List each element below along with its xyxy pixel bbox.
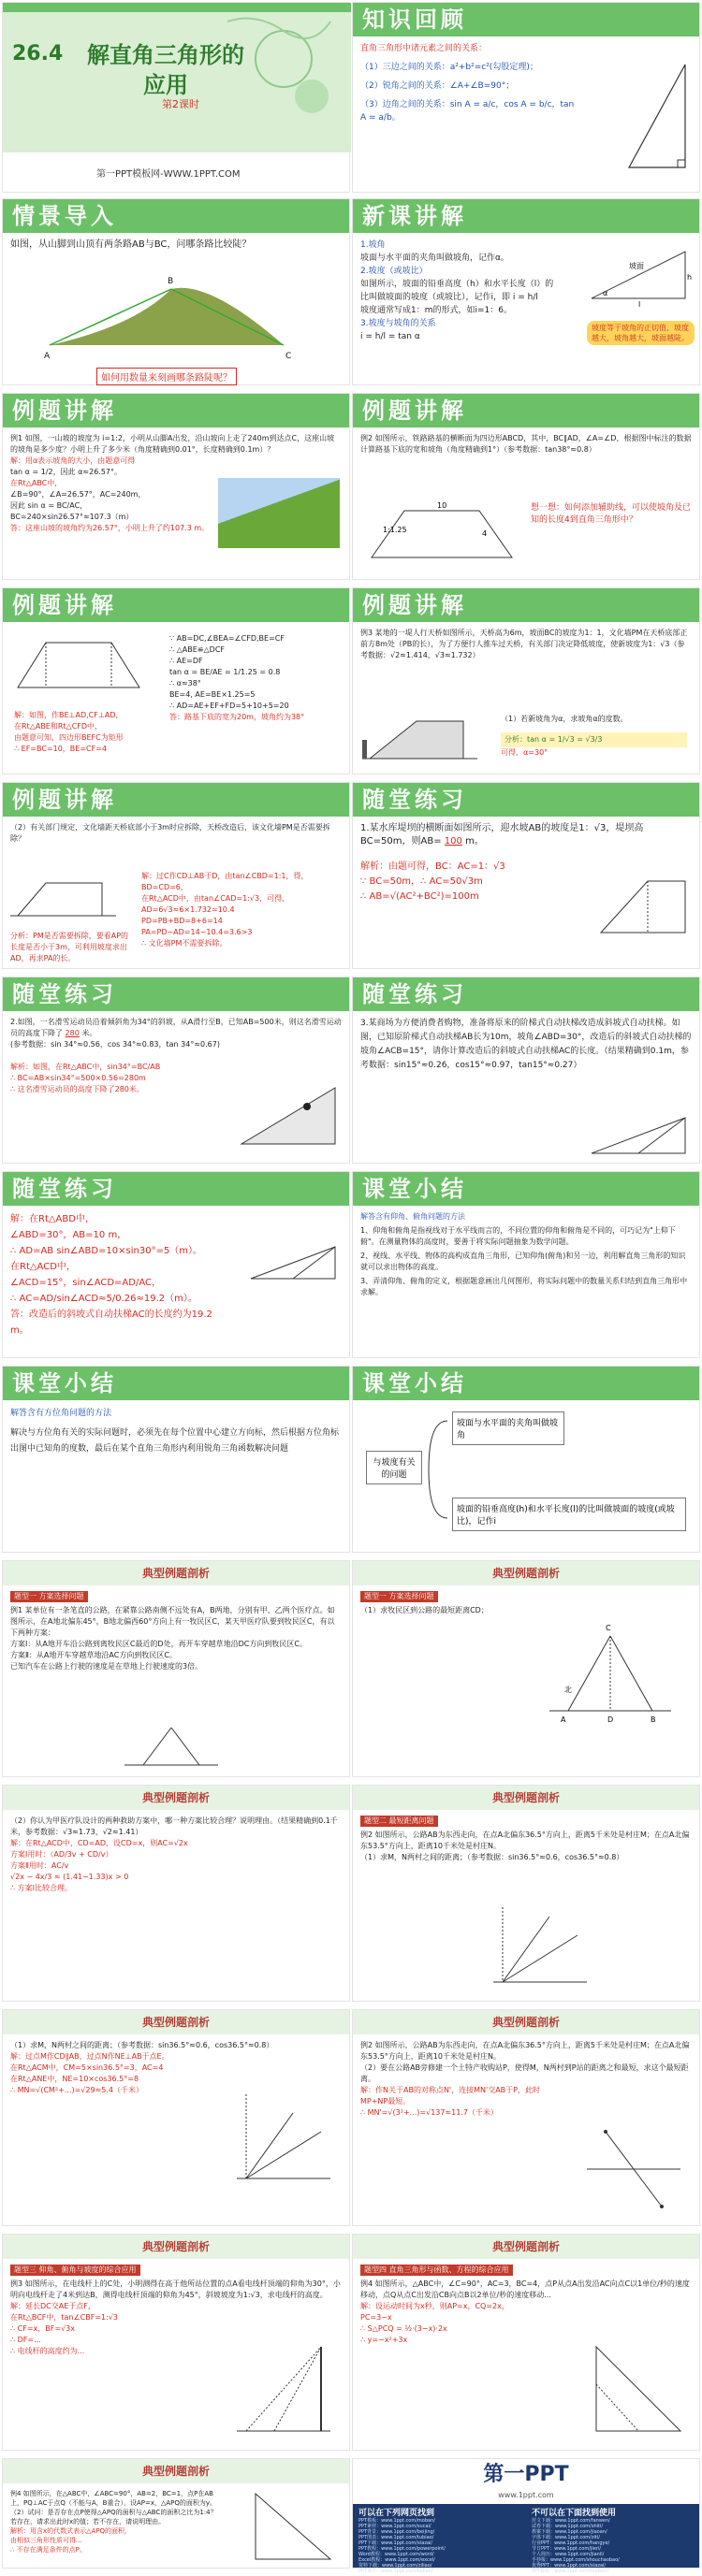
summary-point-2: 2、视线、水平线、物体的高构成直角三角形，已知仰角(俯角)和另一边，利用解直角三角形的知识就可以求出物体的高度。 [360,1252,686,1271]
ad-link[interactable]: PPT模板：www.1ppt.com/moban/ [532,2569,608,2574]
bridge-figure [360,702,482,768]
sol-line-4: ∴ EF=BC=10，BE=CF=4 [14,745,108,753]
example-question: （1）求牧民区到公路的最短距离CD； [360,1606,489,1614]
mindmap-center: 与坡度有关的问题 [366,1451,422,1484]
answer: 答：路基下底的宽为20m，坡角约为38° [169,713,305,721]
slide-typical-7 [2,2234,350,2451]
sol-line-1: 解析：用含x的代数式表示△APQ的面积， [10,2527,132,2535]
ad-heading-1: 可以在下列网页找到 [358,2509,435,2518]
slide-header: 新课讲解 [353,199,699,233]
scenario-hint: 如何用数量来刻画哪条路陡呢？ [96,368,237,385]
ad-link[interactable]: PPT课件：www.1ppt.com/kejian/ [358,2569,433,2574]
ad-link[interactable]: PPT素材：www.1ppt.com/sucai/ [358,2524,431,2529]
sol-line-2: ∴ MN'=√(3²+...)=√137≈11.7（千米） [360,2108,498,2117]
ad-link[interactable]: 教案下载：www.1ppt.com/jiaoan/ [532,2529,607,2535]
sol-line-2: PC=3−x [360,2313,392,2322]
concept-2: 2.坡度（或坡比） [360,267,428,276]
label-c: C [285,352,292,361]
example-question: 例4 如图所示，在△ABC中，∠ABC=90°，AB=2，BC=1，点P在AB上，PQ⊥AC于点Q（不能与A，B重合），设AP=x，△APQ的面积为y。 [10,2490,217,2507]
reason-6: BE=4, AE=BE×1.25=5 [169,690,256,699]
ad-link[interactable]: 行业PPT：www.1ppt.com/hangye/ [532,2540,610,2546]
slide-example-1 [2,393,350,580]
slide-summary-3 [352,1366,700,1553]
sol-line-5: ∴ 电线杆的高度约为... [10,2347,85,2355]
sol-line-1: 解：延长DC交AE于点F， [10,2302,95,2310]
sol-line-1: 解：用α表示坡角的大小，由题意可得 [10,456,136,465]
concept-2-def: 如图所示，坡面的铅垂高度（h）和水平长度（l）的比叫做坡面的坡度（或坡比），记作i，即 i = h/l [360,280,554,302]
ad-link[interactable]: 优秀PPT：www.1ppt.com/xiazai/ [532,2563,607,2569]
sol-line-4: PA=PD−AD=14−10.4=3.6>3 [141,928,253,936]
lesson-number: 26.4 [12,42,64,65]
village-figure [484,1898,596,1991]
sol-line-6: ∴ AC=AD/sin∠ACD≈5/0.26≈19.2（m）。 [10,1294,197,1304]
banner-header: 典型例题剖析 [3,2010,349,2034]
example-question: 例1 某单位有一条笔直的公路，在紧靠公路南侧不远处有A，B两地，分别有甲、乙两个医疗点。如图所示，在A地北偏东45°，B地北偏西60°方向上有一牧民区C，某天甲医疗队要到牧民区C，有以下两种方案： [10,1606,335,1637]
example-question: 例2 如图所示，铁路路基的横断面为四边形ABCD，其中，BC∥AD，∠A=∠D，根据图中标注的数据计算路基下底的宽和坡角（角度精确到1°）（参考数据：tan38°≈0.8） [360,434,692,454]
svg-text:坡面: 坡面 [629,262,644,270]
triangle-apq-figure [246,2489,340,2564]
title-line-1: 解直角三角形的 [87,42,244,68]
type-tag: 题型一 方案选择问题 [360,1591,438,1602]
mindmap-bottom: 坡面的铅垂高度(h)和水平长度(l)的比叫做坡面的坡度(或坡比)，记作i [452,1498,686,1531]
answer-unit: m。 [465,836,484,847]
ad-links-1 [358,2518,520,2574]
banner-header: 典型例题剖析 [353,2235,699,2259]
think-note: 想一想：如何添加辅助线，可以使坡角及已知的长度4到直角三角形中？ [531,503,692,525]
banner-header: 典型例题剖析 [3,2459,349,2483]
slide-header: 例题讲解 [3,394,349,427]
trapezoid-aux-figure [8,631,149,697]
svg-text:A: A [561,1715,566,1724]
reason-2: ∴ △ABE≌△DCF [169,645,226,654]
ad-link[interactable]: PPT下载：www.1ppt.com/xiazai/ [358,2540,433,2546]
example-question: （1）求M，N两村之间的距离；（参考数据：sin36.5°≈0.6，cos36.5°≈0.8） [10,2041,274,2049]
reflection-figure [578,2113,690,2216]
ad-link[interactable]: 手抄报：www.1ppt.com/shouchaobao/ [532,2557,620,2563]
sol-line-5: 因此 sin α = BC/AC， [10,501,88,510]
slide-ad [352,2458,700,2574]
slide-example-3 [352,587,700,774]
sol-line-2: 在Rt△ACM中，CM=5×sin36.5°=3，AC=4 [10,2063,164,2072]
slide-review [352,2,700,193]
slide-typical-5 [2,2009,350,2226]
ad-link[interactable]: 试卷下载：www.1ppt.com/shiti/ [532,2524,604,2529]
reference-data: (参考数据：sin 34°≈0.56，cos 34°≈0.83，tan 34°≈0.67) [10,1040,220,1049]
title-subtitle: 第2课时 [162,98,199,110]
example-question: 例1 如图，一山坡的坡度为 i=1:2，小明从山脚A出发，沿山坡向上走了240m到达点C，这座山坡的坡角是多少度？小明上升了多少米（角度精确到0.01°，长度精确到0.1m）？ [10,434,335,454]
sol-line-5: ∴ 方案Ⅰ比较合理。 [10,1884,72,1892]
slide-title [2,2,350,193]
sol-line-2: 由相似三角形性质可得... [10,2537,82,2544]
slide-header: 随堂练习 [353,783,699,817]
sol-line-6: BC=240×sin26.57°≈107.3（m） [10,513,134,521]
analysis-note: 分析：PM是否需要拆除，要看AP的长度是否小于3m，可利用坡度求出AD，再求PA的长。 [10,932,129,962]
banner-header: 典型例题剖析 [353,1561,699,1585]
slide-practice-3-sol [2,1171,350,1358]
ad-link[interactable]: 个人简历：www.1ppt.com/jianli/ [532,2552,605,2557]
concept-2-form: 坡度通常写成1：m的形式，如i=1：6。 [360,306,512,315]
ad-link[interactable]: 资料下载：www.1ppt.com/ziliao/ [358,2563,432,2569]
banner-header: 典型例题剖析 [353,1786,699,1810]
slide-typical-4 [352,1785,700,2002]
ad-links-2 [532,2518,694,2574]
sol-line-1: 解：过C作CD⊥AB于D，由tan∠CBD=1:1，得，BD=CD=6， [141,872,309,891]
review-line-1: （1）三边之间的关系：a²+b²=c²(勾股定理)； [360,63,538,72]
sol-line-2: 在Rt△ACD中，由tan∠CAD=1:√3，可得，AD=6√3≈6×1.732=10.4 [141,894,290,914]
summary-title: 解答含有仰角、俯角问题的方法 [360,1212,465,1221]
slide-header: 课堂小结 [353,1172,699,1206]
mountain-figure [40,270,321,364]
slide-new-lesson [352,198,700,385]
village-figure-2 [227,2085,340,2188]
svg-text:C: C [606,1624,611,1632]
slide-header: 随堂练习 [353,977,699,1011]
example-question: 例4 如图所示，△ABC中，∠C=90°，AC=3，BC=4，点P从点A出发沿AC向点C以1单位/秒的速度移动，点Q从点C出发沿CB向点B以2单位/秒的速度移动... [360,2279,690,2299]
sol-line-2: 在Rt△BCF中，tan∠CBF=1:√3 [10,2313,119,2322]
example-question: （2）有关部门规定，文化墙距天桥底部小于3m时应拆除，天桥改造后，该文化墙PM是否需要拆除？ [10,823,330,843]
ad-link[interactable]: PPT教程：www.1ppt.com/powerpoint/ [358,2546,446,2552]
slide-header: 随堂练习 [3,1172,349,1206]
concept-1-def: 坡面与水平面的夹角叫做坡角，记作α。 [360,253,509,263]
svg-text:北: 北 [564,1686,572,1694]
answer: 答：这座山坡的坡角约为26.57°，小明上升了约107.3 m。 [10,524,210,532]
reason-7: ∴ AD=AE+EF+FD=5+10+5=20 [169,702,289,710]
analysis-box: 分析：tan α = 1/√3 = √3/3 [501,732,687,747]
slide-header: 课堂小结 [3,1367,349,1400]
slide-summary-1 [352,1171,700,1358]
ad-link[interactable]: Word教程：www.1ppt.com/word/ [358,2552,434,2557]
answer: 答：改造后的斜坡式自动扶梯AC的长度约为19.2 m。 [10,1310,212,1336]
sol-line-3: 由题意可知，四边形BEFC为矩形 [14,733,124,742]
type-tag: 题型四 直角三角形与函数、方程的综合应用 [360,2265,513,2276]
svg-text:h: h [687,273,693,282]
sol-line-1: 解：过点M作CD∥AB，过点N作NE⊥AB于点E。 [10,2052,169,2061]
type-tag: 题型一 方案选择问题 [10,1591,88,1602]
sol-line-3: ∴ 不存在满足条件的点P。 [10,2546,86,2554]
review-intro: 直角三角形中诸元素之间的关系： [360,44,488,53]
ad-link[interactable]: 范文下载：www.1ppt.com/fanwen/ [532,2518,610,2524]
practice-question: 2.如图，一名滑雪运动员沿着倾斜角为34°的斜坡，从A滑行至B，已知AB=500米，则这名滑雪运动员的高度下降了 [10,1018,342,1037]
slide-header: 知识回顾 [353,3,699,36]
formula: i = h/l = tan α [360,332,420,341]
sol-line-3: 在Rt△ABC中， [10,479,63,487]
answer: 可得，α=30° [501,748,548,757]
reason-5: ∴ α≈38° [169,679,201,687]
svg-text:B: B [651,1715,656,1724]
sub-question: （2）要在公路AB旁修建一个土特产收购站P，使得M，N两村到P站的距离之和最短，求这个最短距离。 [360,2063,689,2083]
practice-question: 1.某水库堤坝的横断面如图所示，迎水坡AB的坡度是1：√3，堤坝高BC=50m，则AB= [360,823,644,847]
escalator-figure-2 [241,1237,344,1284]
ad-link[interactable]: PPT模板：www.1ppt.com/moban/ [358,2518,435,2524]
slide-practice-1 [352,782,700,969]
practice-question: 3.某商场为方便消费者购物，准备将原来的阶梯式自动扶梯改造成斜坡式自动扶梯。如图，已知原阶梯式自动扶梯AB长为10m，坡角∠ABD=30°，改造后的斜坡式自动扶梯的坡角∠ACB=15°，请你计算改造后的斜坡式自动扶梯AC的长度。（结果精确到0.1m，参考数据：sin15°≈0.26，cos15°≈0.97，tan15°≈0.27） [360,1019,692,1070]
example-question: 例2 如图所示，公路AB为东西走向，在点A北偏东36.5°方向上，距离5千米处是村庄M；在点A北偏东53.5°方向上，距离10千米处是村庄N。 [360,2041,690,2061]
option-2: 方案Ⅱ：从A地开车穿越草地沿AC方向到牧民区C。 [10,1651,177,1659]
svg-text:D: D [607,1715,614,1724]
grass-photo [218,478,340,548]
type-tag: 题型二 最短距离问题 [360,1816,438,1827]
triangle-motion-figure [587,2337,690,2440]
svg-text:10: 10 [437,501,447,510]
slide-header: 例题讲解 [3,588,349,622]
sol-line-3: ∴ S△PCQ = ½·(3−x)·2x [360,2324,447,2333]
reason-4: tan α = BE/AE = 1/1.25 = 0.8 [169,668,281,676]
sol-line-3: ∴ AB=√(AC²+BC²)=100m [360,891,479,902]
banner-header: 典型例题剖析 [3,1561,349,1585]
sol-line-4: ∴ MN=√(CM²+...)=√29≈5.4（千米） [10,2086,143,2094]
label-b: B [168,277,174,286]
slide-example-2-sol [2,587,350,774]
sub-question: （2）试问：是否存在点P使得△APQ的面积与△ABC的面积之比为1:4？若存在，请求出此时x的值；若不存在，请说明理由。 [10,2509,217,2525]
answer-unit: 米。 [81,1029,97,1037]
site-text: 第一PPT模板网-WWW.1PPT.COM [96,169,241,180]
banner-header: 典型例题剖析 [353,2010,699,2034]
sub-question: （1）求M，N两村之间的距离；（参考数据：sin36.5°≈0.6，cos36.5°≈0.8） [360,1853,624,1861]
sol-line-1: 解：如图，作BE⊥AD,CF⊥AD, [14,711,119,719]
example-question: （2）你认为甲医疗队设计的两种救助方案中，哪一种方案比较合理？说明理由。（结果精确到0.1千米，参考数据：√3≈1.73，√2≈1.41） [10,1816,338,1836]
relation-note: 坡度等于坡角的正切值，坡度越大，坡角越大，坡面越陡。 [587,321,695,345]
example-question: 例3 如图所示，在电线杆上的C处，小明测得在高于他所站位置的点A看电线杆顶端的仰角为30°，小明向电线杆走了4米到达B，测得电线杆顶端的仰角为45°，斜坡坡度为1:√3，求电线杆的高度。 [10,2279,341,2299]
summary-point-1: 1、仰角和俯角是指视线对于水平线而言的，不同位置的仰角和俯角是不同的，可巧记为"上仰下俯"。在测量物体的高度时，要善于将实际问题抽象为数学问题。 [360,1226,676,1246]
sol-line-4: √2x − 4x/3 ≈ (1.41−1.33)x > 0 [10,1873,129,1881]
ad-link[interactable]: 字体下载：www.1ppt.com/ziti/ [532,2535,600,2540]
sol-line-2: ∠ABD=30°，AB=10 m， [10,1230,127,1240]
ad-link[interactable]: Excel教程：www.1ppt.com/excel/ [358,2557,435,2563]
slide-header: 例题讲解 [353,394,699,427]
summary-point-3: 3、弄清仰角、俯角的定义，根据题意画出几何图形，将实际问题中的数量关系归结到直角三角形中求解。 [360,1277,688,1296]
slide-typical-3 [2,1785,350,2002]
ad-logo-sub: www.1ppt.com [498,2491,554,2499]
escalator-figure [582,1108,695,1160]
example-question: 例2 如图所示，公路AB为东西走向，在点A北偏东36.5°方向上，距离5千米处是村庄M；在点A北偏东53.5°方向上，距离10千米处是村庄N。 [360,1831,690,1850]
svg-text:α: α [603,289,608,297]
answer-blank: 280 [65,1029,80,1037]
sol-line-4: ∠B=90°，∠A=26.57°，AC=240m， [10,490,146,499]
ad-heading-2: 不可以在下面找到使用 [532,2509,617,2518]
banner-header: 典型例题剖析 [3,2235,349,2259]
summary-text: 解决与方位角有关的实际问题时，必须先在每个位置中心建立方向标，然后根据方位角标出图中已知角的度数，最后在某个直角三角形内利用锐角三角函数解决问题 [10,1428,340,1454]
pole-figure [227,2337,340,2440]
slide-header: 随堂练习 [3,977,349,1011]
label-a: A [44,352,51,361]
sol-line-3: PD=PB+BD=8+6=14 [141,917,223,925]
ad-logo: 第一PPT [483,2463,569,2486]
bridge-figure-2 [8,869,121,925]
svg-text:l: l [638,300,641,309]
speed-note: 已知汽车在公路上行驶的速度是在草地上行驶速度的3倍。 [10,1662,203,1671]
slide-header: 情景导入 [3,199,349,233]
dam-figure [592,867,695,942]
option-1: 方案Ⅰ：从A地开车沿公路到离牧民区C最近的D处，再开车穿越草地沿DC方向到牧民区C。 [10,1640,307,1648]
sol-line-3: ∴ AD=AB sin∠ABD=10×sin30°=5（m）。 [10,1246,203,1256]
sol-line-1: 解：作N关于AB的对称点N'，连接MN'交AB于P，此时MP+NP最短。 [360,2086,540,2106]
ad-link[interactable]: 节日PPT：www.1ppt.com/jieri/ [532,2546,601,2552]
slide-scenario [2,198,350,385]
sol-line-3: ∴ 这名滑雪运动员的高度下降了280米。 [10,1085,144,1093]
sol-line-2: 方案Ⅰ用时：（AD/3v + CD/v） [10,1850,113,1859]
summary-title: 解答含有方位角问题的方法 [10,1409,112,1418]
type-tag: 题型三 仰角、俯角与坡度的综合应用 [10,2265,140,2276]
reason-3: ∴ AE=DF [169,657,203,665]
slide-example-3-part2 [2,782,350,969]
svg-text:4: 4 [482,529,488,538]
ski-slope-figure [232,1078,344,1153]
slide-typical-2 [352,1560,700,1777]
slide-header: 例题讲解 [353,588,699,622]
sol-line-2: ∵ BC=50m，∴ AC=50√3m [360,876,483,887]
sol-line-2: 在Rt△ABE和Rt△CFD中， [14,722,103,731]
slide-typical-1 [2,1560,350,1777]
sol-line-1: 解：在Rt△ABD中， [10,1214,95,1224]
answer-blank: 100 [444,836,462,847]
slide-practice-2 [2,977,350,1164]
ad-link[interactable]: PPT背景：www.1ppt.com/beijing/ [358,2529,435,2535]
title-line-2: 应用 [143,72,188,98]
reason-1: ∵ AB=DC,∠BEA=∠CFD,BE=CF [169,634,285,643]
location-figure [115,1718,227,1774]
sol-line-4: ∴ y=−x²+3x [360,2336,408,2344]
sol-line-1: 解析：由题可得，BC：AC=1：√3 [360,861,505,872]
example-question: 例3 某地的一堤人行天桥如图所示，天桥高为6m，坡面BC的坡度为1：1，文化墙PM在天桥底部正前方8m处（PB的长），为了方便行人推车过天桥，有关部门决定降低坡度，使新坡度为1：√3（参考数据：√2≈1.414，√3≈1.732） [360,629,688,659]
sol-line-4: ∴ DF=... [10,2336,41,2344]
concept-1: 1.坡角 [360,240,386,250]
slope-figure [582,242,695,308]
sol-line-3: 方案Ⅱ用时：AC/v [10,1861,69,1870]
slide-header: 课堂小结 [353,1367,699,1400]
sol-line-2: ∴ BC=AB×sin34°=500×0.56=280m [10,1074,146,1082]
concept-3: 3.坡度与坡角的关系 [360,319,436,328]
sol-line-1: 解：设运动时间为x秒，则AP=x，CQ=2x， [360,2302,509,2310]
slide-typical-6 [352,2009,700,2226]
ad-logo-band [353,2459,699,2504]
slide-summary-2 [2,1366,350,1553]
slide-header: 例题讲解 [3,783,349,817]
sol-line-3: ∴ CF=x，BF=√3x [10,2324,75,2333]
banner-header: 典型例题剖析 [3,1786,349,1810]
sol-line-3: 在Rt△ANE中，NE=10×cos36.5°=8 [10,2075,139,2083]
mindmap-bracket [424,1413,452,1526]
sol-line-1: 解析：如图，在Rt△ABC中，sin34°=BC/AB [10,1063,161,1071]
sol-line-2: tan α = 1/2，因此 α≈26.57°。 [10,468,123,476]
trapezoid-figure [362,497,521,572]
review-line-3: （3）边角之间的关系：sin A = a/c，cos A = b/c，tan A = a/b。 [360,100,575,123]
sub-question: （1）若新坡角为α，求坡角α的度数。 [501,715,628,723]
ad-link[interactable]: PPT图表：www.1ppt.com/tubiao/ [358,2535,434,2540]
sol-line-4: 在Rt△ACD中， [10,1262,76,1272]
svg-text:1:1.25: 1:1.25 [383,526,407,534]
slide-typical-8 [352,2234,700,2451]
mindmap-top: 坡面与水平面的夹角叫做坡角 [452,1411,564,1445]
sol-line-5: ∴ 文化墙PM不需要拆除。 [141,939,227,948]
review-line-2: （2）锐角之间的关系：∠A+∠B=90°； [360,81,515,91]
right-triangle-figure [620,55,695,177]
sol-line-1: 解：在Rt△ACD中，CD=AD，设CD=x，则AC=√2x [10,1839,188,1847]
sol-line-5: ∠ACD=15°，sin∠ACD=AD/AC， [10,1278,161,1288]
slide-typical-9 [2,2458,350,2569]
slide-practice-3 [352,977,700,1164]
slide-example-2 [352,393,700,580]
scenario-question: 如图，从山脚到山顶有两条路AB与BC，问哪条路比较陡？ [10,239,252,250]
direction-figure [540,1617,680,1729]
